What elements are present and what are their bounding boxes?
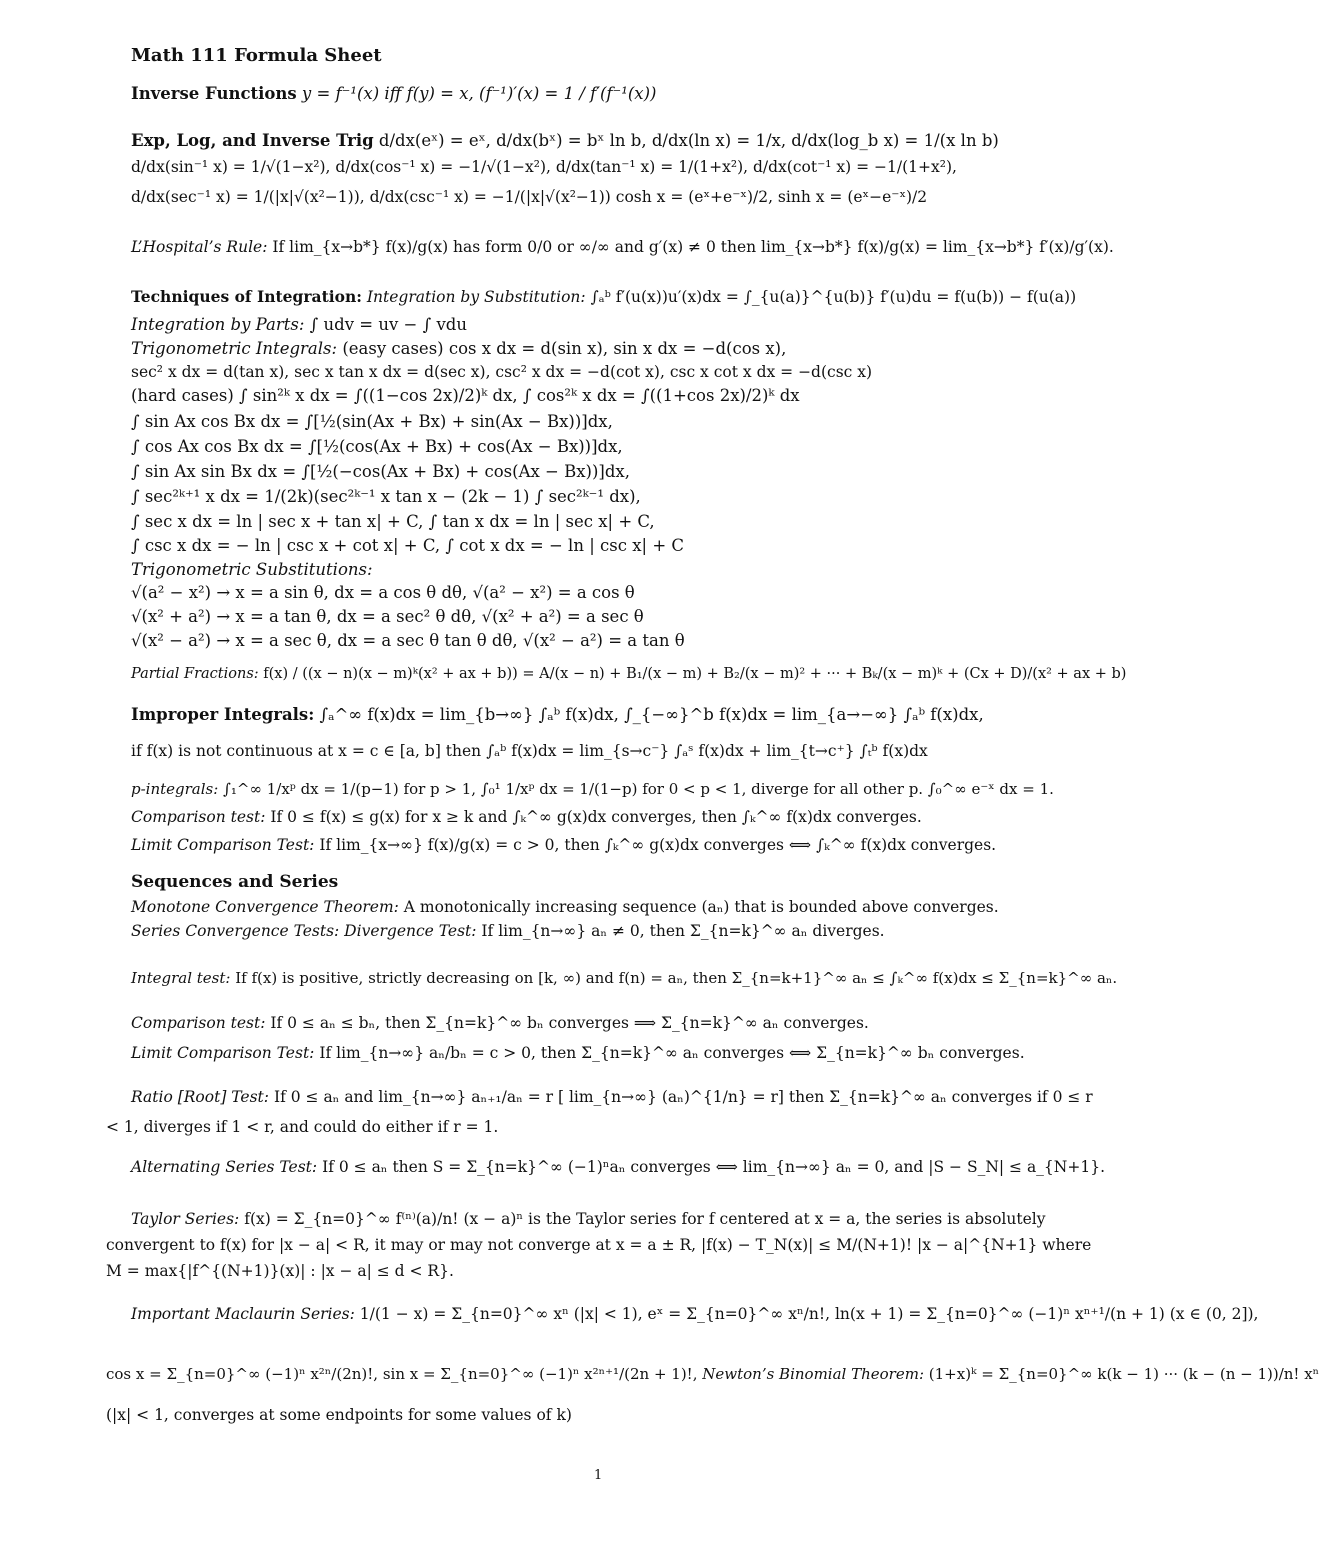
- trig-integrals-2: sec² x dx = d(tan x), sec x tan x dx = d(sec x), csc² x dx = −d(cot x), csc x cot x dx = −d(csc x): [131, 363, 873, 381]
- partial-fractions-formula: f(x) / ((x − n)(x − m)ᵏ(x² + ax + b)) = A/(x − n) + B₁/(x − m) + B₂/(x − m)² + ··· + Bₖ/(x − m)ᵏ + (Cx + D)/(x² + ax + b): [263, 666, 1127, 682]
- techniques-line: [131, 287, 1076, 307]
- improper-comparison: [131, 807, 922, 827]
- exp-log-line-3: d/dx(sec⁻¹ x) = 1/(|x|√(x²−1)), d/dx(csc⁻¹ x) = −1/(|x|√(x²−1)) cosh x = (eˣ+e⁻ˣ)/2, sinh x = (eˣ−e⁻ˣ)/2: [131, 188, 928, 206]
- improper-lct-label: Limit Comparison Test:: [131, 836, 315, 854]
- series-comparison-text: If 0 ≤ aₙ ≤ bₙ, then Σ_{n=k}^∞ bₙ converges ⟹ Σ_{n=k}^∞ aₙ converges.: [270, 1014, 869, 1032]
- trig-subs-3: √(x² − a²) → x = a sec θ, dx = a sec θ tan θ dθ, √(x² − a²) = a tan θ: [131, 631, 685, 650]
- parts-label: Integration by Parts:: [131, 315, 305, 334]
- inverse-functions-heading: Inverse Functions: [131, 84, 297, 103]
- maclaurin-label: Important Maclaurin Series:: [131, 1305, 355, 1323]
- substitution-formula: ∫ₐᵇ f′(u(x))u′(x)dx = ∫_{u(a)}^{u(b)} f′(u)du = f(u(b)) − f(u(a)): [590, 288, 1077, 306]
- divergence-text: If lim_{n→∞} aₙ ≠ 0, then Σ_{n=k}^∞ aₙ diverges.: [481, 922, 885, 940]
- monotone-convergence: [131, 897, 999, 917]
- page-title: Math 111 Formula Sheet: [131, 45, 382, 66]
- trig-subs-1: √(a² − x²) → x = a sin θ, dx = a cos θ dθ, √(a² − x²) = a cos θ: [131, 583, 635, 602]
- lhospital-text: If lim_{x→b*} f(x)/g(x) has form 0/0 or ∞/∞ and g′(x) ≠ 0 then lim_{x→b*} f(x)/g(x) = lim_{x→b*} f′(x)/g′(x).: [272, 238, 1114, 256]
- techniques-heading: Techniques of Integration:: [131, 287, 362, 306]
- exp-log-line-1: [131, 131, 999, 151]
- page-number: 1: [594, 1468, 603, 1483]
- ratio-text: If 0 ≤ aₙ and lim_{n→∞} aₙ₊₁/aₙ = r [ lim_{n→∞} (aₙ)^{1/n} = r] then Σ_{n=k}^∞ aₙ converges if 0 ≤ r < 1, diverges if 1 < r, and could do either if r = 1.: [106, 1088, 1093, 1136]
- trig-integrals-6: ∫ sin Ax sin Bx dx = ∫[½(−cos(Ax + Bx) + cos(Ax − Bx))]dx,: [131, 462, 630, 481]
- parts-formula: ∫ udv = uv − ∫ vdu: [309, 315, 467, 334]
- taylor-label: Taylor Series:: [131, 1210, 240, 1228]
- improper-heading: Improper Integrals:: [131, 705, 315, 724]
- series-heading: Sequences and Series: [131, 872, 339, 892]
- trig-integrals-5: ∫ cos Ax cos Bx dx = ∫[½(cos(Ax + Bx) + cos(Ax − Bx))]dx,: [131, 437, 623, 456]
- trig-integrals-line: [131, 339, 786, 359]
- series-lct-text: If lim_{n→∞} aₙ/bₙ = c > 0, then Σ_{n=k}^∞ aₙ converges ⟺ Σ_{n=k}^∞ bₙ converges.: [319, 1044, 1025, 1062]
- improper-comparison-label: Comparison test:: [131, 808, 266, 826]
- integral-test-label: Integral test:: [131, 969, 231, 987]
- mct-label: Monotone Convergence Theorem:: [131, 898, 399, 916]
- exp-log-formula-1: d/dx(eˣ) = eˣ, d/dx(bˣ) = bˣ ln b, d/dx(ln x) = 1/x, d/dx(log_b x) = 1/(x ln b): [378, 131, 999, 150]
- inverse-functions: [131, 84, 656, 104]
- improper-comparison-text: If 0 ≤ f(x) ≤ g(x) for x ≥ k and ∫ₖ^∞ g(x)dx converges, then ∫ₖ^∞ f(x)dx converges.: [270, 808, 922, 826]
- parts-line: [131, 315, 467, 335]
- series-lct-label: Limit Comparison Test:: [131, 1044, 315, 1062]
- inverse-functions-formula: y = f⁻¹(x) iff f(y) = x, (f⁻¹)′(x) = 1 / f′(f⁻¹(x)): [301, 84, 657, 103]
- trig-integrals-label: Trigonometric Integrals:: [131, 339, 338, 358]
- series-comparison-label: Comparison test:: [131, 1014, 266, 1032]
- improper-lct-text: If lim_{x→∞} f(x)/g(x) = c > 0, then ∫ₖ^∞ g(x)dx converges ⟺ ∫ₖ^∞ f(x)dx converges.: [319, 836, 997, 854]
- integral-test-text: If f(x) is positive, strictly decreasing on [k, ∞) and f(n) = aₙ, then Σ_{n=k+1}^∞ aₙ ≤ ∫ₖ^∞ f(x)dx ≤ Σ_{n=k}^∞ aₙ.: [235, 969, 1118, 987]
- lhospital-label: L’Hospital’s Rule:: [131, 238, 268, 256]
- maclaurin-line-2: [106, 1364, 1319, 1384]
- newton-text: (1+x)ᵏ = Σ_{n=0}^∞ k(k − 1) ··· (k − (n − 1))/n! xⁿ: [928, 1365, 1319, 1383]
- ratio-label: Ratio [Root] Test:: [131, 1088, 270, 1106]
- taylor-series: [106, 1206, 1096, 1284]
- maclaurin-text-2: cos x = Σ_{n=0}^∞ (−1)ⁿ x²ⁿ/(2n)!, sin x = Σ_{n=0}^∞ (−1)ⁿ x²ⁿ⁺¹/(2n + 1)!,: [106, 1365, 698, 1383]
- integral-test: [131, 968, 1117, 988]
- divergence-label: Series Convergence Tests: Divergence Test:: [131, 922, 477, 940]
- trig-integrals-8: ∫ sec x dx = ln | sec x + tan x| + C, ∫ tan x dx = ln | sec x| + C,: [131, 512, 655, 531]
- trig-subs-2: √(x² + a²) → x = a tan θ, dx = a sec² θ dθ, √(x² + a²) = a sec θ: [131, 607, 644, 626]
- mct-text: A monotonically increasing sequence (aₙ) that is bounded above converges.: [403, 898, 999, 916]
- taylor-text: f(x) = Σ_{n=0}^∞ f⁽ⁿ⁾(a)/n! (x − a)ⁿ is the Taylor series for f centered at x = a, the series is absolutely convergent to f(x) for |x − a| < R, it may or may not converge at x = a ± R, |f(x) − T_N(x)| ≤ M/(N+1)! |x − a|^{N+1} where M = max{|f^{(N+1)}(x)| : |x − a| ≤ d < R}.: [106, 1210, 1092, 1280]
- maclaurin-line-1: [131, 1304, 1259, 1324]
- lhospital-rule: [131, 237, 1114, 257]
- series-limit-comparison: [131, 1043, 1025, 1063]
- alternating-label: Alternating Series Test:: [131, 1158, 318, 1176]
- alternating-series-test: [131, 1157, 1105, 1177]
- partial-fractions-label: Partial Fractions:: [131, 666, 259, 682]
- exp-log-heading: Exp, Log, and Inverse Trig: [131, 131, 374, 150]
- trig-integrals-3: (hard cases) ∫ sin²ᵏ x dx = ∫((1−cos 2x)/2)ᵏ dx, ∫ cos²ᵏ x dx = ∫((1+cos 2x)/2)ᵏ dx: [131, 386, 800, 405]
- trig-integrals-9: ∫ csc x dx = − ln | csc x + cot x| + C, ∫ cot x dx = − ln | csc x| + C: [131, 536, 685, 555]
- series-comparison: [131, 1013, 869, 1033]
- improper-line-2: if f(x) is not continuous at x = c ∈ [a, b] then ∫ₐᵇ f(x)dx = lim_{s→c⁻} ∫ₐˢ f(x)dx + lim_{t→c⁺} ∫ₜᵇ f(x)dx: [131, 742, 928, 760]
- trig-integrals-1: (easy cases) cos x dx = d(sin x), sin x dx = −d(cos x),: [342, 339, 787, 358]
- partial-fractions: [131, 664, 1126, 684]
- newton-note: (|x| < 1, converges at some endpoints for some values of k): [106, 1406, 572, 1424]
- divergence-test: [131, 921, 885, 941]
- p-integrals: [131, 779, 1054, 799]
- improper-line-1: [131, 705, 984, 725]
- exp-log-line-2: d/dx(sin⁻¹ x) = 1/√(1−x²), d/dx(cos⁻¹ x) = −1/√(1−x²), d/dx(tan⁻¹ x) = 1/(1+x²), d/dx(cot⁻¹ x) = −1/(1+x²),: [131, 158, 957, 176]
- p-integrals-label: p-integrals:: [131, 780, 219, 798]
- p-integrals-text: ∫₁^∞ 1/xᵖ dx = 1/(p−1) for p > 1, ∫₀¹ 1/xᵖ dx = 1/(1−p) for 0 < p < 1, diverge for all other p. ∫₀^∞ e⁻ˣ dx = 1.: [223, 780, 1054, 798]
- improper-formula-1: ∫ₐ^∞ f(x)dx = lim_{b→∞} ∫ₐᵇ f(x)dx, ∫_{−∞}^b f(x)dx = lim_{a→−∞} ∫ₐᵇ f(x)dx,: [319, 705, 984, 724]
- ratio-root-test: [106, 1082, 1096, 1142]
- improper-limit-comparison: [131, 835, 996, 855]
- trig-integrals-4: ∫ sin Ax cos Bx dx = ∫[½(sin(Ax + Bx) + sin(Ax − Bx))]dx,: [131, 412, 613, 431]
- newton-label: Newton’s Binomial Theorem:: [702, 1365, 924, 1383]
- substitution-label: Integration by Substitution:: [366, 288, 586, 306]
- alternating-text: If 0 ≤ aₙ then S = Σ_{n=k}^∞ (−1)ⁿaₙ converges ⟺ lim_{n→∞} aₙ = 0, and |S − S_N| ≤ a_{N+1}.: [322, 1158, 1105, 1176]
- maclaurin-text-1: 1/(1 − x) = Σ_{n=0}^∞ xⁿ (|x| < 1), eˣ = Σ_{n=0}^∞ xⁿ/n!, ln(x + 1) = Σ_{n=0}^∞ (−1)ⁿ xⁿ⁺¹/(n + 1) (x ∈ (0, 2]),: [359, 1305, 1259, 1323]
- trig-subs-label: Trigonometric Substitutions:: [131, 560, 373, 579]
- trig-integrals-7: ∫ sec²ᵏ⁺¹ x dx = 1/(2k)(sec²ᵏ⁻¹ x tan x − (2k − 1) ∫ sec²ᵏ⁻¹ dx),: [131, 487, 641, 506]
